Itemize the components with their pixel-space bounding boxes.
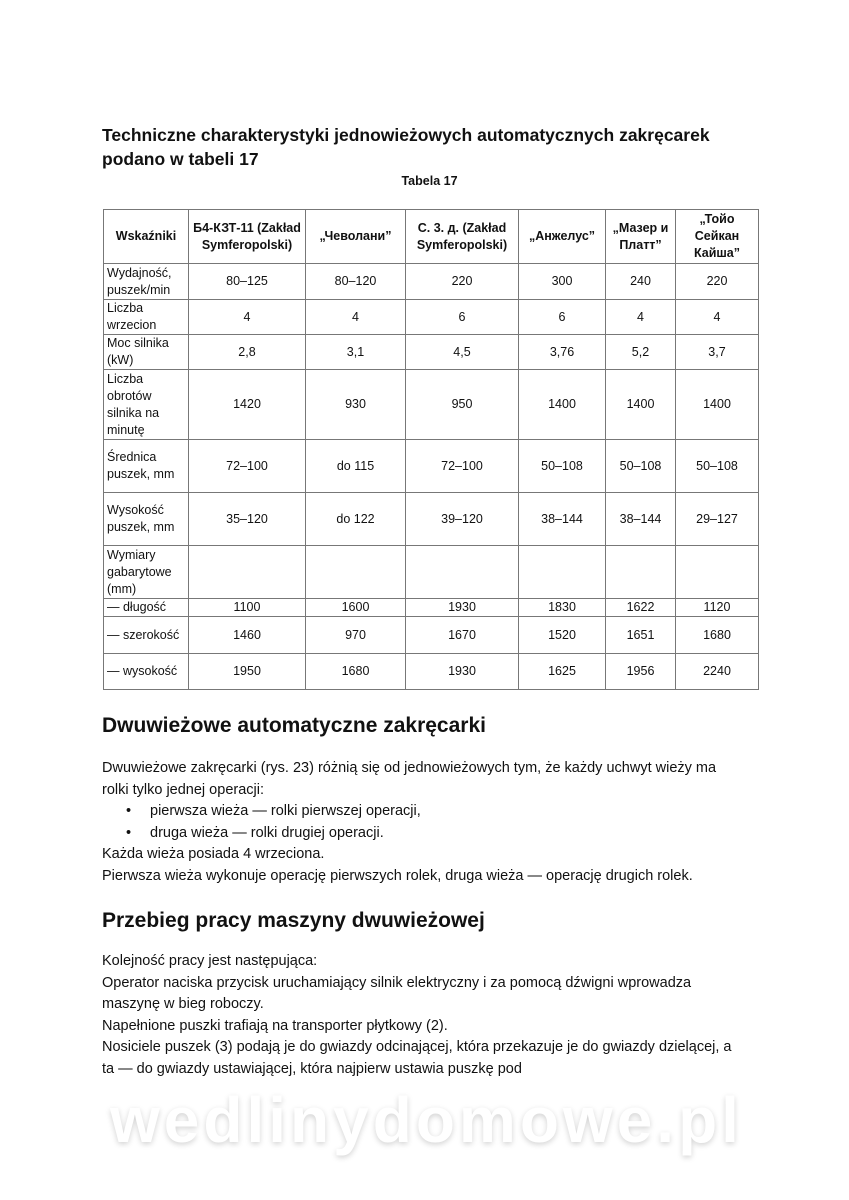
table-cell: 72–100: [189, 440, 306, 493]
column-header: „Мазер и Платт”: [606, 210, 676, 264]
table-cell: 240: [606, 264, 676, 300]
table-row: [104, 264, 759, 300]
row-label: — szerokość: [104, 617, 189, 654]
table-cell: 3,7: [676, 335, 759, 370]
table-cell: 1956: [606, 654, 676, 690]
row-label: Liczba wrzecion: [104, 300, 189, 335]
row-label: — wysokość: [104, 654, 189, 690]
table-cell: 6: [519, 300, 606, 335]
row-label: Wysokość puszek, mm: [104, 493, 189, 546]
table-cell: 220: [676, 264, 759, 300]
section-heading-dual-tower: Dwuwieżowe automatyczne zakręcarki: [102, 714, 486, 737]
table-cell: 5,2: [606, 335, 676, 370]
table-cell: 1600: [306, 599, 406, 617]
table-row: [104, 440, 759, 493]
list-item: • druga wieża — rolki drugiej operacji.: [126, 823, 742, 845]
table-cell: 6: [406, 300, 519, 335]
table-cell: [189, 546, 306, 599]
table-cell: 2,8: [189, 335, 306, 370]
table-cell: [606, 546, 676, 599]
paragraph: Dwuwieżowe zakręcarki (rys. 23) różnią się od jednowieżowych tym, że każdy uchwyt wieży ma rolki tylko jednej operacji:: [102, 760, 717, 798]
table-cell: 1930: [406, 599, 519, 617]
list-item: • pierwsza wieża — rolki pierwszej operacji,: [126, 801, 742, 823]
column-header: Wskaźniki: [104, 210, 189, 264]
table-cell: 4: [189, 300, 306, 335]
table-cell: 1830: [519, 599, 606, 617]
row-label: Średnica puszek, mm: [104, 440, 189, 493]
table-cell: [406, 546, 519, 599]
table-cell: 80–120: [306, 264, 406, 300]
paragraph: Kolejność pracy jest następująca:: [102, 953, 318, 969]
table-cell: 50–108: [519, 440, 606, 493]
row-label: Wymiary gabarytowe (mm): [104, 546, 189, 599]
table-header-row: [104, 210, 759, 264]
table-row: [104, 335, 759, 370]
table-cell: 35–120: [189, 493, 306, 546]
column-header: Б4-КЗТ-11 (Zakład Symferopolski): [189, 210, 306, 264]
table-row: [104, 493, 759, 546]
table-cell: 1400: [606, 370, 676, 440]
table-cell: 220: [406, 264, 519, 300]
table-cell: 39–120: [406, 493, 519, 546]
column-header: „Тойо Сейкан Кайша”: [676, 210, 759, 264]
table-cell: do 115: [306, 440, 406, 493]
table-cell: 1400: [676, 370, 759, 440]
table-row: [104, 617, 759, 654]
table-cell: 1950: [189, 654, 306, 690]
table-cell: 4: [606, 300, 676, 335]
row-label: — długość: [104, 599, 189, 617]
column-header: „Чеволани”: [306, 210, 406, 264]
table-row: [104, 654, 759, 690]
document-title: Techniczne charakterystyki jednowieżowych automatycznych zakręcarek podano w tabeli 17: [102, 125, 710, 169]
watermark: wedlinydomowe.pl: [110, 1084, 743, 1156]
table-cell: 3,1: [306, 335, 406, 370]
table-row: [104, 370, 759, 440]
table-cell: 1670: [406, 617, 519, 654]
table-row: [104, 546, 759, 599]
table-caption: Tabela 17: [401, 174, 458, 188]
paragraph: Operator naciska przycisk uruchamiający silnik elektryczny i za pomocą dźwigni wprowadza maszynę w bieg roboczy.: [102, 974, 692, 1012]
row-label: Wydajność, puszek/min: [104, 264, 189, 300]
table-cell: 4: [306, 300, 406, 335]
table-cell: 1400: [519, 370, 606, 440]
bullet-list: [102, 801, 742, 844]
table-cell: 50–108: [606, 440, 676, 493]
table-cell: do 122: [306, 493, 406, 546]
row-label: Moc silnika (kW): [104, 335, 189, 370]
table-cell: [306, 546, 406, 599]
section-heading-work-process: Przebieg pracy maszyny dwuwieżowej: [102, 909, 485, 932]
table-cell: 1651: [606, 617, 676, 654]
table-cell: 1100: [189, 599, 306, 617]
paragraph: Napełnione puszki trafiają na transporter płytkowy (2).: [102, 1017, 448, 1034]
table-cell: [676, 546, 759, 599]
table-cell: 3,76: [519, 335, 606, 370]
table-cell: 1520: [519, 617, 606, 654]
table-cell: 1680: [306, 654, 406, 690]
table-cell: 2240: [676, 654, 759, 690]
table-cell: 50–108: [676, 440, 759, 493]
table-cell: 1625: [519, 654, 606, 690]
table-cell: [519, 546, 606, 599]
table-cell: 1120: [676, 599, 759, 617]
section2-body: [102, 951, 742, 1080]
table-cell: 29–127: [676, 493, 759, 546]
paragraph: Pierwsza wieża wykonuje operację pierwszych rolek, druga wieża — operację drugich rolek.: [102, 867, 693, 884]
table-cell: 300: [519, 264, 606, 300]
paragraph: Nosiciele puszek (3) podają je do gwiazdy odcinającej, która przekazuje je do gwiazdy dzielącej, a ta — do gwiazdy ustawiającej, która najpierw ustawia puszkę pod: [102, 1039, 732, 1077]
column-header: С. 3. д. (Zakład Symferopolski): [406, 210, 519, 264]
table-cell: 4: [676, 300, 759, 335]
table-cell: 72–100: [406, 440, 519, 493]
table-cell: 1622: [606, 599, 676, 617]
table-row: [104, 599, 759, 617]
spec-table: [103, 209, 759, 690]
table-cell: 1420: [189, 370, 306, 440]
table-cell: 970: [306, 617, 406, 654]
table-cell: 1930: [406, 654, 519, 690]
section1-body: [102, 758, 742, 887]
table-cell: 1460: [189, 617, 306, 654]
table-cell: 38–144: [519, 493, 606, 546]
row-label: Liczba obrotów silnika na minutę: [104, 370, 189, 440]
table-cell: 950: [406, 370, 519, 440]
table-cell: 80–125: [189, 264, 306, 300]
table-row: [104, 300, 759, 335]
table-cell: 38–144: [606, 493, 676, 546]
column-header: „Анжелус”: [519, 210, 606, 264]
table-cell: 4,5: [406, 335, 519, 370]
paragraph: Każda wieża posiada 4 wrzeciona.: [102, 846, 325, 862]
table-cell: 1680: [676, 617, 759, 654]
table-cell: 930: [306, 370, 406, 440]
